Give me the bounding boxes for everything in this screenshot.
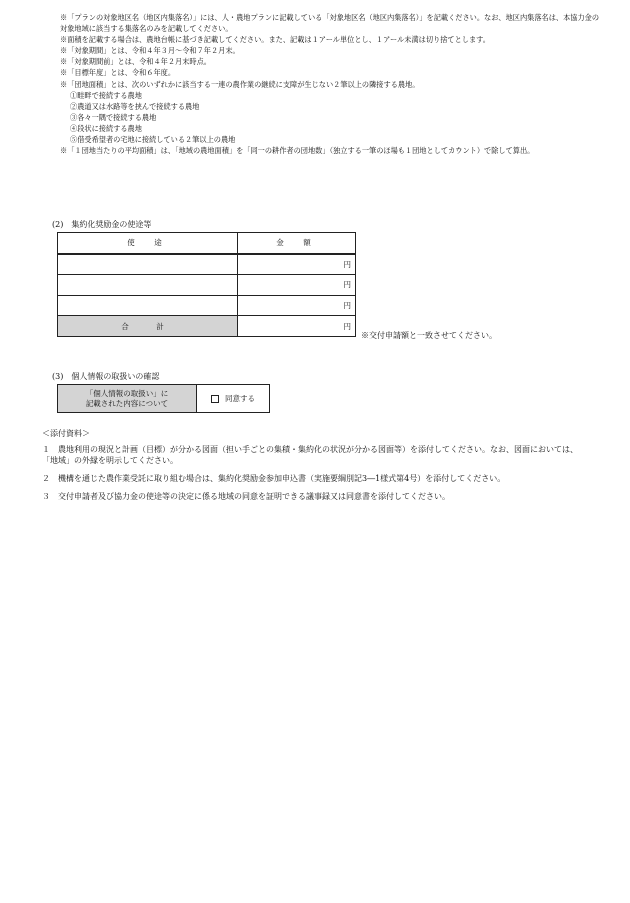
note-3: ※「対象期間」とは、令和４年３月～令和７年２月末。: [60, 46, 240, 56]
use-cell-3[interactable]: [58, 295, 238, 316]
table-header-row: [58, 233, 356, 254]
total-label: 合 計: [58, 316, 238, 337]
privacy-confirmation: [57, 384, 270, 413]
attachment-item-2: ２ 機構を通じた農作業受託に取り組む場合は、集約化奨励金参加申込書（実施要綱別記3―1様式第4号）を添付してください。: [42, 474, 506, 483]
sub-item-5: ⑤借受希望者の宅地に接続している２筆以上の農地: [70, 135, 236, 145]
agree-checkbox-cell[interactable]: [197, 385, 269, 412]
agree-label: 同意する: [225, 394, 255, 403]
amount-cell-2[interactable]: 円: [238, 275, 356, 296]
note-last: ※「１団地当たりの平均面積」は、「地域の農地面積」を「同一の耕作者の団地数」（独立する一筆のほ場も１団地としてカウント）で除して算出。: [60, 146, 535, 156]
grant-usage-table: [57, 232, 356, 337]
note-5: ※「目標年度」とは、令和６年度。: [60, 68, 176, 78]
amount-cell-1[interactable]: 円: [238, 254, 356, 275]
use-cell-1[interactable]: [58, 254, 238, 275]
total-amount-cell[interactable]: 円: [238, 316, 356, 337]
section-2-title: (2) 集約化奨励金の使途等: [52, 220, 152, 229]
privacy-label-line-1: 「個人情報の取扱い」に: [85, 388, 169, 398]
attachments-list: [42, 444, 587, 509]
sub-item-1: ①畦畔で接続する農地: [70, 90, 142, 100]
total-row: [58, 316, 356, 337]
notes-block: [60, 12, 605, 156]
table-row: [58, 254, 356, 275]
checkbox-icon[interactable]: [211, 395, 219, 403]
col-header-use: 使 途: [58, 233, 238, 254]
attachment-item-1: １ 農地利用の現況と計画（目標）が分かる図面（担い手ごとの集積・集約化の状況が分かる図面等）を添付してください。なお、図面においては、「地域」の外縁を明示してください。: [42, 445, 578, 465]
sub-item-2: ②農道又は水路等を挟んで接続する農地: [70, 101, 200, 111]
note-2: ※面積を記載する場合は、農地台帳に基づき記載してください。また、記載は１アール単位とし、１アール未満は切り捨てとします。: [60, 35, 490, 45]
note-1: ※「プランの対象地区名（地区内集落名）」には、人・農地プランに記載している「対象地区名（地区内集落名）」を記載ください。なお、地区内集落名は、本協力金の対象地域に該当する集落名のみを記載してください。: [60, 13, 600, 34]
sub-item-3: ③各々一隅で接続する農地: [70, 112, 157, 122]
table-row: [58, 295, 356, 316]
amount-cell-3[interactable]: 円: [238, 295, 356, 316]
privacy-label-line-2: 記載された内容について: [85, 398, 169, 408]
attachment-item-3: ３ 交付申請者及び協力金の使途等の決定に係る地域の同意を証明できる議事録又は同意書を添付してください。: [42, 492, 450, 501]
use-cell-2[interactable]: [58, 275, 238, 296]
col-header-amount: 金 額: [238, 233, 356, 254]
grant-note: ※交付申請額と一致させてください。: [361, 331, 497, 340]
note-4: ※「対象期間前」とは、令和４年２月末時点。: [60, 57, 211, 67]
sub-item-4: ④段状に接続する農地: [70, 123, 142, 133]
note-6: ※「団地面積」とは、次のいずれかに該当する一連の農作業の継続に支障が生じない２筆以上の隣接する農地。: [60, 79, 420, 89]
attachments-title: ＜添付資料＞: [42, 429, 90, 438]
table-row: [58, 275, 356, 296]
section-3-title: (3) 個人情報の取扱いの確認: [52, 372, 160, 381]
privacy-label: [58, 385, 197, 412]
